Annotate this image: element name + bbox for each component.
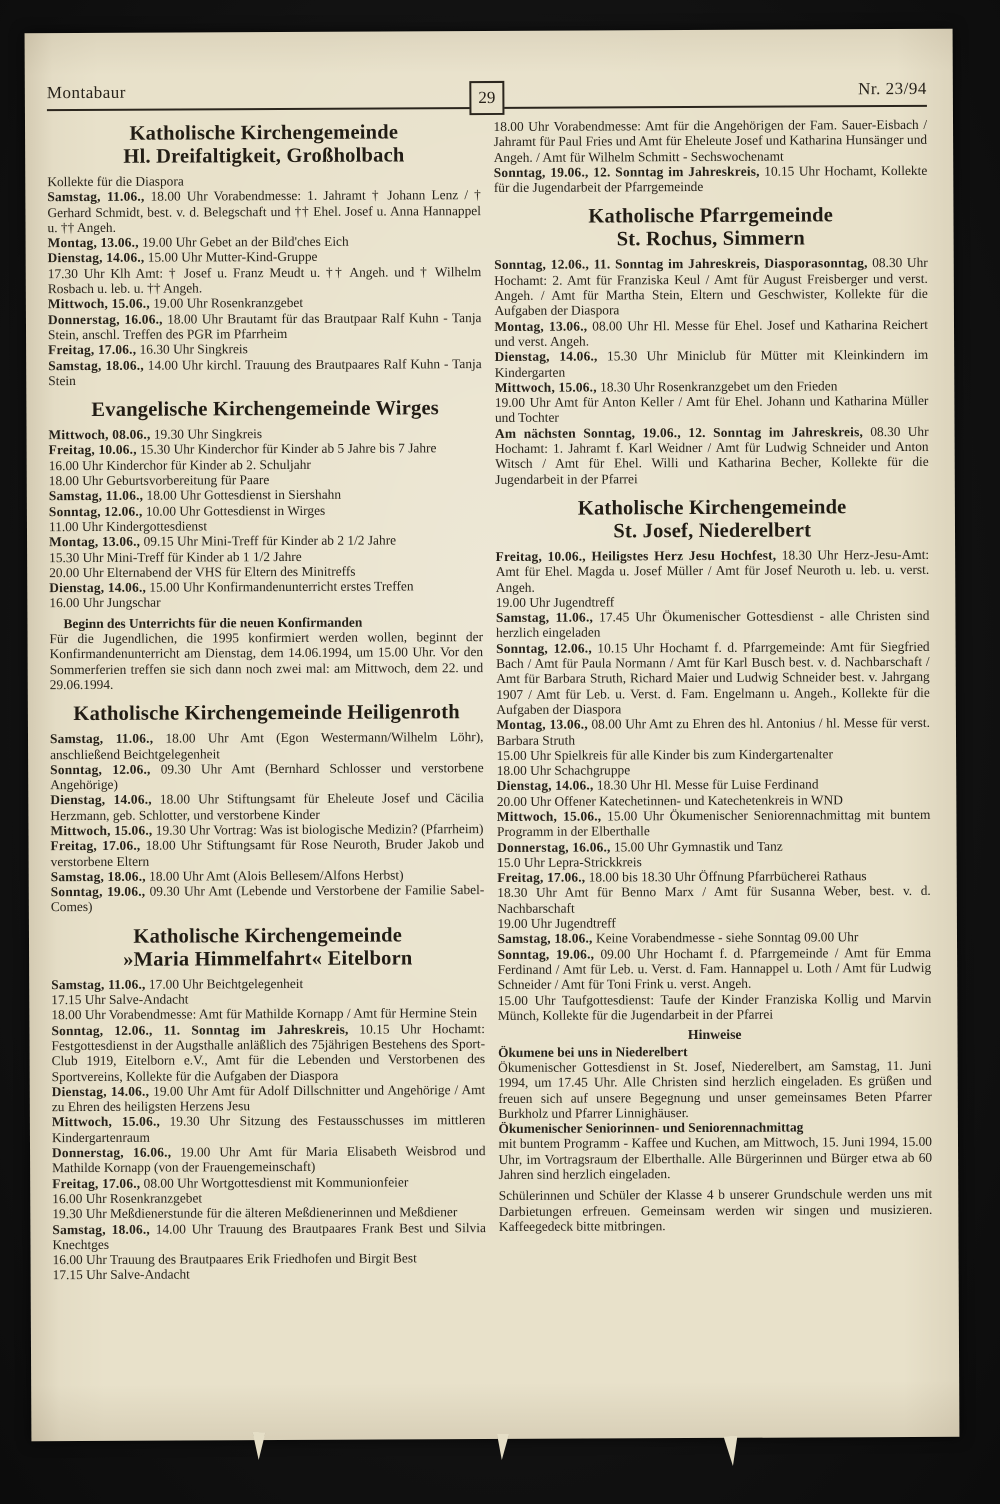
entry-date-label: Montag, 13.06., xyxy=(496,716,588,733)
schedule-entry: Mittwoch, 15.06., 19.30 Uhr Vortrag: Was ist biologische Medizin? (Pfarrheim) xyxy=(50,821,484,839)
schedule-entry: Am nächsten Sonntag, 19.06., 12. Sonntag im Jahreskreis, 08.30 Uhr Hochamt: 1. Jahramt f. Karl Weidner / Amt für Ludwig Schneider und Anton Witsch / Amt für Ehel. Willi und Katharina Becher, Kollekte für die Jugendarbeit in der Pfarrei xyxy=(494,423,929,487)
header-location: Montabaur xyxy=(46,82,126,103)
schedule-entry: 15.30 Uhr Mini-Treff für Kinder ab 1 1/2 Jahre xyxy=(49,548,302,565)
schedule-entry: 15.00 Uhr Taufgottesdienst: Taufe der Kinder Franziska Kollig und Marvin Münch, Kollekte für die Jugendarbeit in der Pfarrei xyxy=(497,990,932,1023)
entry-date-label: Dienstag, 14.06., xyxy=(49,579,147,596)
entry-date-label: Samstag, 11.06., xyxy=(495,609,594,626)
entry-date-label: Samstag, 11.06., xyxy=(47,188,145,205)
entry-date-label: Dienstag, 14.06., xyxy=(496,777,594,794)
entry-date-label: Freitag, 17.06., xyxy=(497,869,586,886)
section-title-line: St. Rochus, Simmern xyxy=(616,227,806,251)
schedule-entry: 17.30 Uhr Klh Amt: † Josef u. Franz Meudt u. †† Angeh. und † Wilhelm Rosbach u. leb. u. †† Angeh. xyxy=(47,263,482,297)
section-title xyxy=(51,924,485,972)
schedule-entry: 16.00 Uhr Kinderchor für Kinder ab 2. Schuljahr xyxy=(48,456,311,473)
schedule-entry: Dienstag, 14.06., 19.00 Uhr Amt für Adolf Dillschnitter und Angehörige / Amt zu Ehren des heiligsten Herzens Jesu xyxy=(51,1081,486,1115)
entry-date-label: Dienstag, 14.06., xyxy=(51,1083,150,1099)
schedule-entry: Samstag, 11.06., 18.00 Uhr Gottesdienst in Siershahn xyxy=(48,487,342,504)
entry-date-label: Samstag, 18.06., xyxy=(50,868,146,885)
schedule-entry: Sonntag, 19.06., 09.30 Uhr Amt (Lebende und Verstorbene der Familie Sabel-Comes) xyxy=(50,882,485,915)
schedule-entry: 18.00 Uhr Vorabendmesse: Amt für Mathilde Kornapp / Amt für Hermine Stein xyxy=(51,1005,478,1023)
schedule-entry: Mittwoch, 15.06., 15.00 Uhr Ökumenischer Seniorennachmittag mit buntem Programm in der Elberthalle xyxy=(496,806,931,840)
schedule-entry: 19.00 Uhr Jugendtreff xyxy=(497,915,616,932)
entry-date-label: Freitag, 10.06., xyxy=(48,442,137,458)
entry-date-label: Samstag, 11.06., xyxy=(48,488,144,504)
schedule-entry: Freitag, 10.06., 15.30 Uhr Kinderchor für Kinder ab 5 Jahre bis 7 Jahre xyxy=(48,440,437,458)
entry-date-label: Sonntag, 19.06., xyxy=(50,883,146,900)
section-title-line: Evangelische Kirchengemeinde Wirges xyxy=(91,397,439,422)
schedule-entry: 15.00 Uhr Spielkreis für alle Kinder bis zum Kindergartenalter xyxy=(496,746,833,763)
schedule-entry: 16.00 Uhr Rosenkranzgebet xyxy=(52,1190,203,1207)
church-section xyxy=(47,121,482,388)
entry-date-label: Freitag, 17.06., xyxy=(50,838,141,854)
paper-tear xyxy=(723,1436,738,1466)
schedule-entry: Samstag, 18.06., 14.00 Uhr Trauung des Brautpaares Frank Best und Silvia Knechtges xyxy=(52,1219,486,1252)
paper-tear xyxy=(497,1434,509,1460)
church-section xyxy=(495,496,932,1234)
entry-date-label: Sonntag, 19.06., 12. Sonntag im Jahreskreis, xyxy=(493,163,760,180)
entry-date-label: Dienstag, 14.06., xyxy=(494,348,598,365)
schedule-entry: Sonntag, 12.06., 11. Sonntag im Jahreskreis, 10.15 Uhr Hochamt: Festgottesdienst in der Augsthalle anläßlich des 75jährigen Bestehens des Sport-Club 1919, Eitelborn e.V., Amt für die Lebenden und Verstorbenen des Sportvereins, Kollekte für die Aufgaben der Diaspora xyxy=(51,1020,486,1084)
schedule-entry: 19.00 Uhr Amt für Anton Keller / Amt für Ehel. Johann und Katharina Müller und Tochter xyxy=(494,393,929,426)
header-issue-number: Nr. 23/94 xyxy=(858,78,927,99)
schedule-entry: 19.30 Uhr Meßdienerstunde für die älteren Meßdienerinnen und Meßdiener xyxy=(52,1204,458,1222)
entry-date-label: Freitag, 17.06., xyxy=(48,341,137,358)
schedule-entry: 18.00 Uhr Vorabendmesse: Amt für die Angehörigen der Fam. Sauer-Eisbach / Jahramt für Paul Fries und Amt für Eheleute Josef und Katharina Hunsänger und Angeh. / Amt für Wilhelm Schmitt - Sechswochenamt xyxy=(493,116,928,165)
entry-date-label: Dienstag, 14.06., xyxy=(47,250,145,266)
page-header xyxy=(47,57,927,111)
entry-date-label: Sonntag, 19.06., xyxy=(497,946,595,962)
schedule-entry: Dienstag, 14.06., 18.30 Uhr Hl. Messe für Luise Ferdinand xyxy=(496,776,819,794)
sub-heading: Beginn des Unterrichts für die neuen Konfirmanden xyxy=(63,614,363,631)
sub-heading: Ökumene bei uns in Niederelbert xyxy=(498,1043,688,1060)
schedule-entry: 15.0 Uhr Lepra-Strickkreis xyxy=(497,854,642,870)
schedule-entry: Mittwoch, 15.06., 19.30 Uhr Sitzung des Festausschusses im mittleren Kindergartenraum xyxy=(51,1112,486,1145)
entry-date-label: Mittwoch, 08.06., xyxy=(48,426,151,443)
schedule-entry: Dienstag, 14.06., 15.00 Uhr Konfirmandenunterricht erstes Treffen xyxy=(49,578,414,596)
entry-date-label: Sonntag, 12.06., xyxy=(50,761,151,777)
section-title xyxy=(495,496,929,544)
schedule-entry: Mittwoch, 15.06., 19.00 Uhr Rosenkranzgebet xyxy=(47,295,304,312)
schedule-entry: Sonntag, 12.06., 11. Sonntag im Jahreskreis, Diasporasonntag, 08.30 Uhr Hochamt: 2. Amt für Franziska Keul / Amt für August Freisberger und verst. Angeh. / Amt für Martha Stein, Eltern und Geschwister, Kollekte für die Aufgaben der Diaspora xyxy=(494,255,928,319)
paper-tear xyxy=(252,1432,266,1460)
schedule-entry: Mittwoch, 08.06., 19.30 Uhr Singkreis xyxy=(48,426,263,443)
section-title xyxy=(48,397,482,422)
schedule-entry: Samstag, 11.06., 17.00 Uhr Beichtgelegenheit xyxy=(51,975,304,992)
schedule-entry: 11.00 Uhr Kindergottesdienst xyxy=(48,518,208,535)
paragraph: Schülerinnen und Schüler der Klasse 4 b unserer Grundschule werden uns mit Darbietungen erfreuen. Gemeinsam werden wir singen und musizieren. Kaffeegedeck bitte mitbringen. xyxy=(498,1186,933,1234)
entry-date-label: Samstag, 11.06., xyxy=(51,976,146,992)
schedule-entry: Samstag, 18.06., 18.00 Uhr Amt (Alois Bellesem/Alfons Herbst) xyxy=(50,867,404,885)
entry-date-label: Sonntag, 12.06., xyxy=(48,503,143,519)
entry-date-label: Am nächsten Sonntag, 19.06., 12. Sonntag im Jahreskreis, xyxy=(494,423,864,441)
church-section xyxy=(50,701,485,915)
schedule-entry: Donnerstag, 16.06., 15.00 Uhr Gymnastik und Tanz xyxy=(497,838,783,855)
left-column xyxy=(47,119,486,1283)
entry-date-label: Samstag, 18.06., xyxy=(52,1221,150,1237)
section-title xyxy=(47,121,481,169)
section-title-line: St. Josef, Niederelbert xyxy=(613,519,812,543)
schedule-entry: 20.00 Uhr Elternabend der VHS für Eltern des Minitreffs xyxy=(49,563,356,580)
page-number-box: 29 xyxy=(469,81,504,115)
entry-date-label: Montag, 13.06., xyxy=(494,318,588,334)
entry-date-label: Montag, 13.06., xyxy=(49,533,141,550)
entry-date-label: Sonntag, 12.06., 11. Sonntag im Jahreskreis, xyxy=(51,1021,349,1038)
schedule-entry: Freitag, 17.06., 08.00 Uhr Wortgottesdienst mit Kommunionfeier xyxy=(52,1174,409,1191)
notes-heading: Hinweise xyxy=(687,1026,742,1043)
entry-date-label: Donnerstag, 16.06., xyxy=(47,311,163,327)
entry-date-label: Sonntag, 12.06., xyxy=(496,640,592,656)
schedule-entry: 18.00 Uhr Geburtsvorbereitung für Paare xyxy=(48,472,270,489)
section-title-line: Katholische Kirchengemeinde Heiligenroth xyxy=(73,701,460,726)
entry-date-label: Samstag, 18.06., xyxy=(48,357,144,373)
schedule-entry: Samstag, 18.06., Keine Vorabendmesse - siehe Sonntag 09.00 Uhr xyxy=(497,929,859,947)
schedule-entry: Sonntag, 19.06., 12. Sonntag im Jahreskreis, 10.15 Uhr Hochamt, Kollekte für die Jugendarbeit der Pfarrgemeinde xyxy=(493,162,928,196)
two-column-layout xyxy=(47,117,933,1283)
entry-date-label: Freitag, 10.06., Heiligstes Herz Jesu Hochfest, xyxy=(495,547,777,564)
section-title-line: Katholische Kirchengemeinde xyxy=(577,496,847,520)
sub-heading: Ökumenischer Seniorinnen- und Seniorennachmittag xyxy=(498,1119,804,1137)
schedule-entry: Freitag, 17.06., 16.30 Uhr Singkreis xyxy=(48,341,248,358)
right-column xyxy=(493,117,932,1281)
section-title-line: Katholische Kirchengemeinde xyxy=(129,121,399,145)
entry-date-label: Mittwoch, 15.06., xyxy=(496,808,602,824)
schedule-entry: Montag, 13.06., 08.00 Uhr Amt zu Ehren des hl. Antonius / hl. Messe für verst. Barbara Struth xyxy=(496,715,930,748)
section-title-line: Katholische Kirchengemeinde xyxy=(133,924,403,948)
schedule-entry: Sonntag, 12.06., 10.15 Uhr Hochamt f. d. Pfarrgemeinde: Amt für Siegfried Bach / Amt für Paula Normann / Amt für Karl Busch best. v. d. Nachbarschaft / Amt für Barbara Struth, Richard Maier und Ludwig Schneider best. v. Jahrgang 1907 / Amt für Leb. u. Verst. d. Fam. Engelmann u. Angeh., Kollekte für die Aufgaben der Diaspora xyxy=(496,638,930,717)
section-title-line: »Maria Himmelfahrt« Eitelborn xyxy=(123,947,413,971)
schedule-entry: 16.00 Uhr Jungschar xyxy=(49,595,161,611)
schedule-entry: 19.00 Uhr Jugendtreff xyxy=(495,594,615,610)
entry-date-label: Dienstag, 14.06., xyxy=(50,792,152,808)
scanned-newsletter-page xyxy=(25,29,960,1442)
schedule-entry: Sonntag, 12.06., 10.00 Uhr Gottesdienst in Wirges xyxy=(48,502,326,519)
schedule-entry: Montag, 13.06., 08.00 Uhr Hl. Messe für Ehel. Josef und Katharina Reichert und verst. Angeh. xyxy=(494,316,929,349)
schedule-entry: 16.00 Uhr Trauung des Brautpaares Erik Friedhofen und Birgit Best xyxy=(52,1250,417,1268)
schedule-entry: 18.30 Uhr Amt für Benno Marx / Amt für Susanna Weber, best. v. d. Nachbarschaft xyxy=(497,883,931,916)
entry-date-label: Donnerstag, 16.06., xyxy=(51,1144,172,1161)
schedule-entry: Montag, 13.06., 09.15 Uhr Mini-Treff für Kinder ab 2 1/2 Jahre xyxy=(49,532,397,550)
entry-date-label: Mittwoch, 15.06., xyxy=(47,296,150,312)
schedule-entry: Mittwoch, 15.06., 18.30 Uhr Rosenkranzgebet um den Frieden xyxy=(494,378,838,395)
schedule-entry: Sonntag, 12.06., 09.30 Uhr Amt (Bernhard Schlosser und verstorbene Angehörige) xyxy=(50,759,484,793)
schedule-entry: Montag, 13.06., 19.00 Uhr Gebet an der Bild'ches Eich xyxy=(47,233,349,251)
entry-date-label: Mittwoch, 15.06., xyxy=(51,1114,161,1130)
schedule-entry: Freitag, 17.06., 18.00 Uhr Stiftungsamt für Rose Neuroth, Bruder Jakob und verstorbene Eltern xyxy=(50,836,485,869)
schedule-entry: Dienstag, 14.06., 15.30 Uhr Miniclub für Mütter mit Kleinkindern im Kindergarten xyxy=(494,347,929,380)
schedule-entry: 17.15 Uhr Salve-Andacht xyxy=(51,991,189,1008)
schedule-entry: 17.15 Uhr Salve-Andacht xyxy=(52,1266,190,1283)
church-section xyxy=(493,117,927,196)
entry-date-label: Mittwoch, 15.06., xyxy=(50,822,153,839)
schedule-entry: Freitag, 17.06., 18.00 bis 18.30 Uhr Öffnung Pfarrbücherei Rathaus xyxy=(497,868,867,886)
schedule-entry: Dienstag, 14.06., 15.00 Uhr Mutter-Kind-Gruppe xyxy=(47,249,318,266)
schedule-entry: Samstag, 11.06., 18.00 Uhr Vorabendmesse: 1. Jahramt † Johann Lenz / † Gerhard Schmidt, best. v. d. Belegschaft und †† Ehel. Josef u. Anna Hannappel u. †† Angeh. xyxy=(47,187,481,236)
paragraph: mit buntem Programm - Kaffee und Kuchen, am Mittwoch, 15. Juni 1994, 15.00 Uhr, im Vortragsraum der Elberthalle. Alle Bürgerinnen und Bürger etwa ab 60 Jahren sind herzlich eingeladen. xyxy=(498,1134,933,1182)
paragraph: Für die Jugendlichen, die 1995 konfirmiert werden wollen, beginnt der Konfirmandenunterricht am Dienstag, dem 14.06.1994, um 15.00 Uhr. Vor den Sommerferien treffen sie sich dann noch zwei mal: am Mittwoch, dem 22. und 29.06.1994. xyxy=(49,629,484,693)
section-title-line: Katholische Pfarrgemeinde xyxy=(588,204,834,229)
church-section xyxy=(48,397,483,692)
schedule-entry: Kollekte für die Diaspora xyxy=(47,173,184,190)
entry-date-label: Montag, 13.06., xyxy=(47,234,139,251)
schedule-entry: Freitag, 10.06., Heiligstes Herz Jesu Hochfest, 18.30 Uhr Herz-Jesu-Amt: Amt für Ehel. Magda u. Josef Müller / Amt für Josef Neuroth u. leb. u. verst. Angeh. xyxy=(495,546,930,595)
entry-date-label: Samstag, 18.06., xyxy=(497,930,593,947)
schedule-entry: Donnerstag, 16.06., 19.00 Uhr Amt für Maria Elisabeth Weisbrod und Mathilde Kornapp (von der Frauengemeinschaft) xyxy=(51,1143,486,1176)
section-title xyxy=(494,204,928,252)
entry-date-label: Freitag, 17.06., xyxy=(52,1175,141,1191)
schedule-entry: Donnerstag, 16.06., 18.00 Uhr Brautamt für das Brautpaar Ralf Kuhn - Tanja Stein, anschl. Treffen des PGR im Pfarrheim xyxy=(47,309,482,343)
schedule-entry: Sonntag, 19.06., 09.00 Uhr Hochamt f. d. Pfarrgemeinde / Amt für Emma Ferdinand / Amt für Leb. u. Verst. d. Fam. Hannappel u. Loth / Amt für Ludwig Schneider / Amt für Toni Frink u. verst. Angeh. xyxy=(497,944,932,993)
church-section xyxy=(494,204,929,487)
entry-date-label: Mittwoch, 15.06., xyxy=(494,379,597,395)
section-title-line: Hl. Dreifaltigkeit, Großholbach xyxy=(123,144,405,168)
page-content xyxy=(47,57,934,1431)
schedule-entry: Samstag, 11.06., 17.45 Uhr Ökumenischer Gottesdienst - alle Christen sind herzlich eingeladen xyxy=(495,607,930,641)
schedule-entry: Samstag, 18.06., 14.00 Uhr kirchl. Trauung des Brautpaares Ralf Kuhn - Tanja Stein xyxy=(48,355,482,389)
schedule-entry: 18.00 Uhr Schachgruppe xyxy=(496,762,631,779)
schedule-entry: Samstag, 11.06., 18.00 Uhr Amt (Egon Westermann/Wilhelm Löhr), anschließend Beichtgelegenheit xyxy=(49,729,484,762)
paragraph: Ökumenischer Gottesdienst in St. Josef, Niederelbert, am Samstag, 11. Juni 1994, um 17.45 Uhr. Alle Christen sind herzlich eingeladen. Es grüßen und freuen sich auf unsere Begegnung und unser gemeinsames Beten Pfarrer Burkholz und Pfarrer Linnighäuser. xyxy=(498,1057,932,1121)
entry-date-label: Donnerstag, 16.06., xyxy=(497,839,611,855)
church-section xyxy=(51,924,486,1283)
schedule-entry: Dienstag, 14.06., 18.00 Uhr Stiftungsamt für Eheleute Josef und Cäcilia Herzmann, geb. Schlotter, und verstorbene Kinder xyxy=(50,790,484,823)
schedule-entry: 20.00 Uhr Offener Katechetinnen- und Katechetenkreis in WND xyxy=(496,791,843,809)
entry-date-label: Sonntag, 12.06., 11. Sonntag im Jahreskreis, Diasporasonntag, xyxy=(494,255,868,273)
section-title xyxy=(50,701,484,726)
entry-date-label: Samstag, 11.06., xyxy=(49,730,154,747)
